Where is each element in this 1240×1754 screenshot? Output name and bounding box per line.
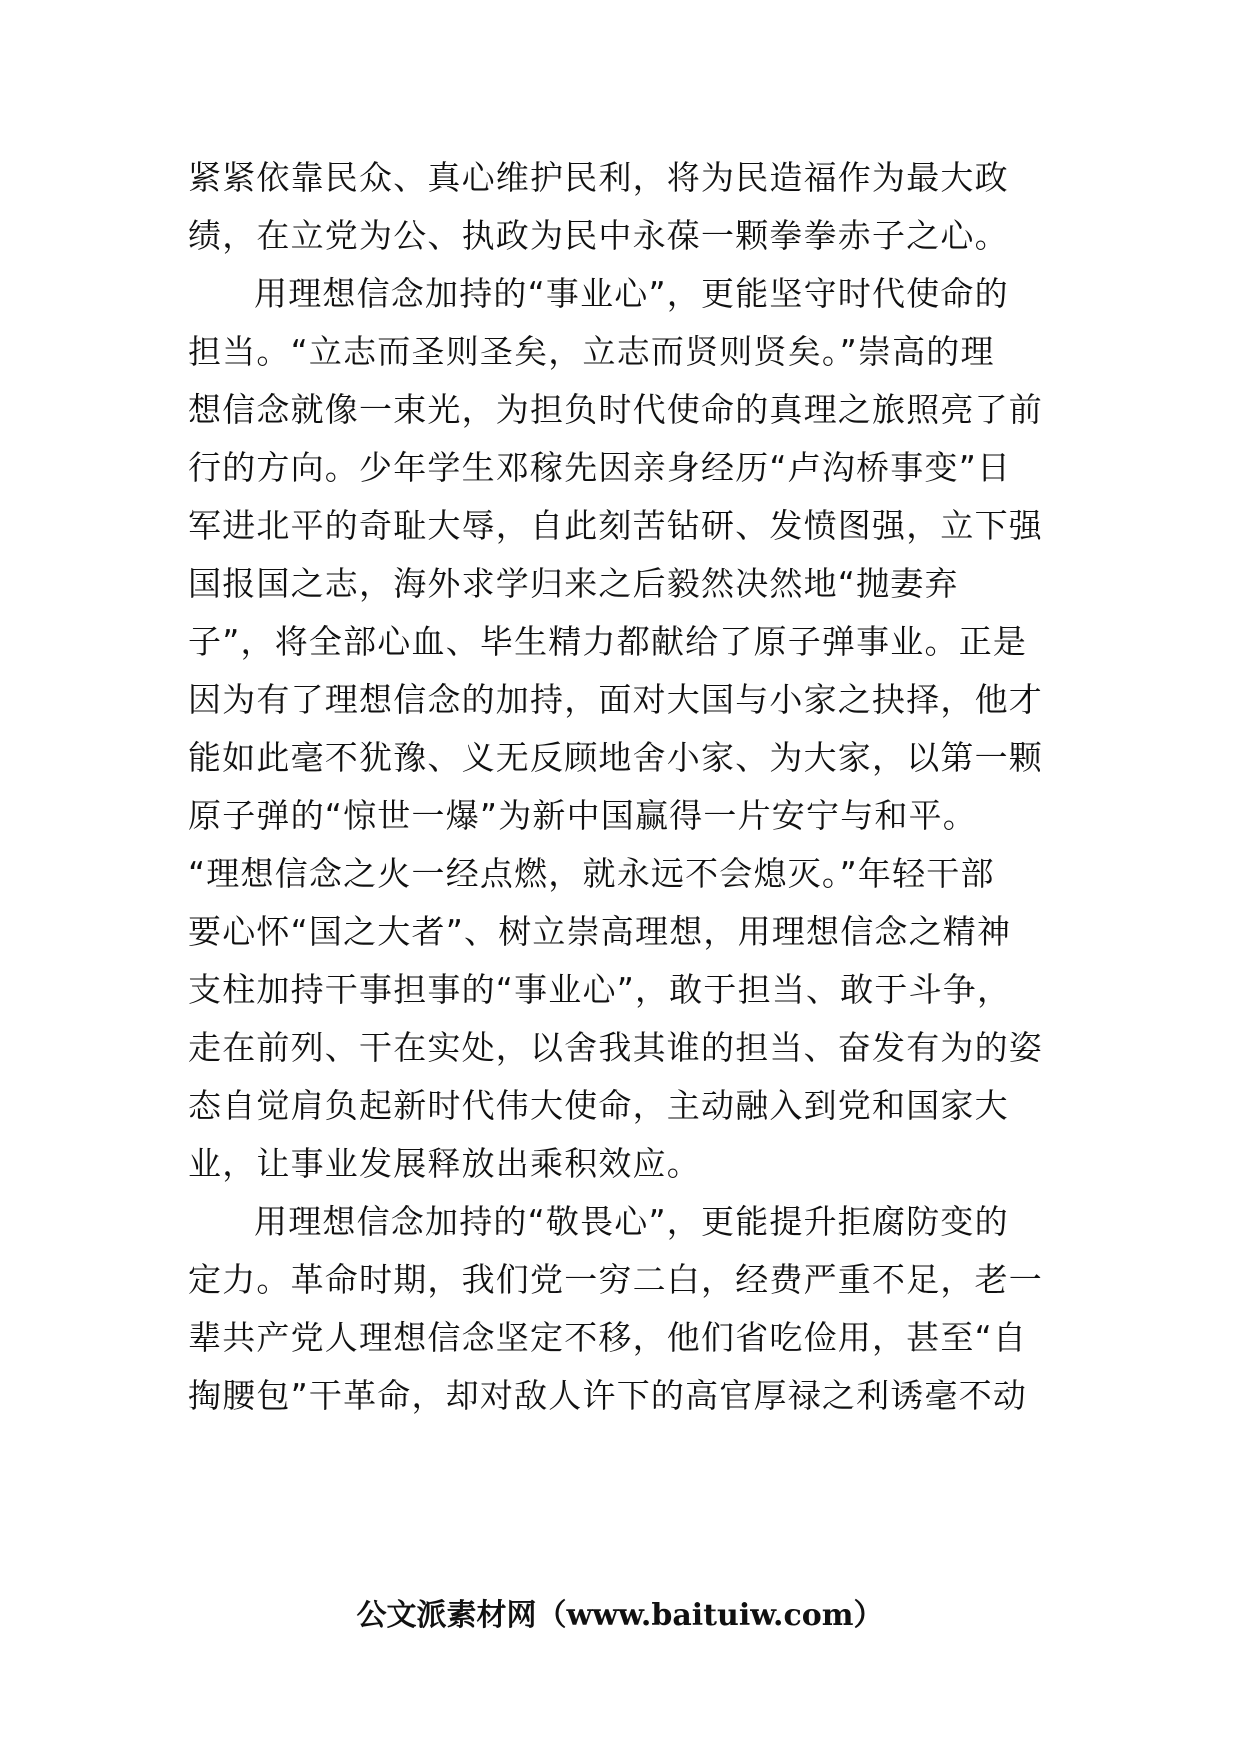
text-line: 掏腰包”干革命，却对敌人许下的高官厚禄之利诱毫不动 bbox=[188, 1376, 1028, 1415]
text-line: 担当。“立志而圣则圣矣，立志而贤则贤矣。”崇高的理 bbox=[188, 332, 995, 371]
paragraph-start-line: 用理想信念加持的“事业心”，更能坚守时代使命的 bbox=[254, 274, 1009, 313]
text-line: 原子弹的“惊世一爆”为新中国赢得一片安宁与和平。 bbox=[188, 796, 977, 835]
text-line: 走在前列、干在实处，以舍我其谁的担当、奋发有为的姿 bbox=[188, 1028, 1043, 1067]
text-line: 子”，将全部心血、毕生精力都献给了原子弹事业。正是 bbox=[188, 622, 1028, 661]
text-line: 紧紧依靠民众、真心维护民利，将为民造福作为最大政 bbox=[188, 158, 1009, 197]
text-line: 能如此毫不犹豫、义无反顾地舍小家、为大家，以第一颗 bbox=[188, 738, 1043, 777]
text-line: “理想信念之火一经点燃，就永远不会熄灭。”年轻干部 bbox=[188, 854, 995, 893]
text-line: 国报国之志，海外求学归来之后毅然决然地“抛妻弃 bbox=[188, 564, 959, 603]
text-line: 辈共产党人理想信念坚定不移，他们省吃俭用，甚至“自 bbox=[188, 1318, 1028, 1357]
footer-watermark: 公文派素材网（www.baituiw.com） bbox=[356, 1598, 884, 1633]
text-line: 想信念就像一束光，为担负时代使命的真理之旅照亮了前 bbox=[188, 390, 1043, 429]
text-line: 因为有了理想信念的加持，面对大国与小家之抉择，他才 bbox=[188, 680, 1043, 719]
text-line: 态自觉肩负起新时代伟大使命，主动融入到党和国家大 bbox=[188, 1086, 1009, 1125]
text-line: 军进北平的奇耻大辱，自此刻苦钻研、发愤图强，立下强 bbox=[188, 506, 1043, 545]
text-line: 定力。革命时期，我们党一穷二白，经费严重不足，老一 bbox=[188, 1260, 1043, 1299]
text-line: 绩，在立党为公、执政为民中永葆一颗拳拳赤子之心。 bbox=[188, 216, 1009, 255]
text-line: 业，让事业发展释放出乘积效应。 bbox=[188, 1144, 701, 1183]
text-line: 要心怀“国之大者”、树立崇高理想，用理想信念之精神 bbox=[188, 912, 1012, 951]
text-line: 支柱加持干事担事的“事业心”，敢于担当、敢于斗争， bbox=[188, 970, 1012, 1009]
paragraph-start-line: 用理想信念加持的“敬畏心”，更能提升拒腐防变的 bbox=[254, 1202, 1009, 1241]
text-line: 行的方向。少年学生邓稼先因亲身经历“卢沟桥事变”日 bbox=[188, 448, 1012, 487]
